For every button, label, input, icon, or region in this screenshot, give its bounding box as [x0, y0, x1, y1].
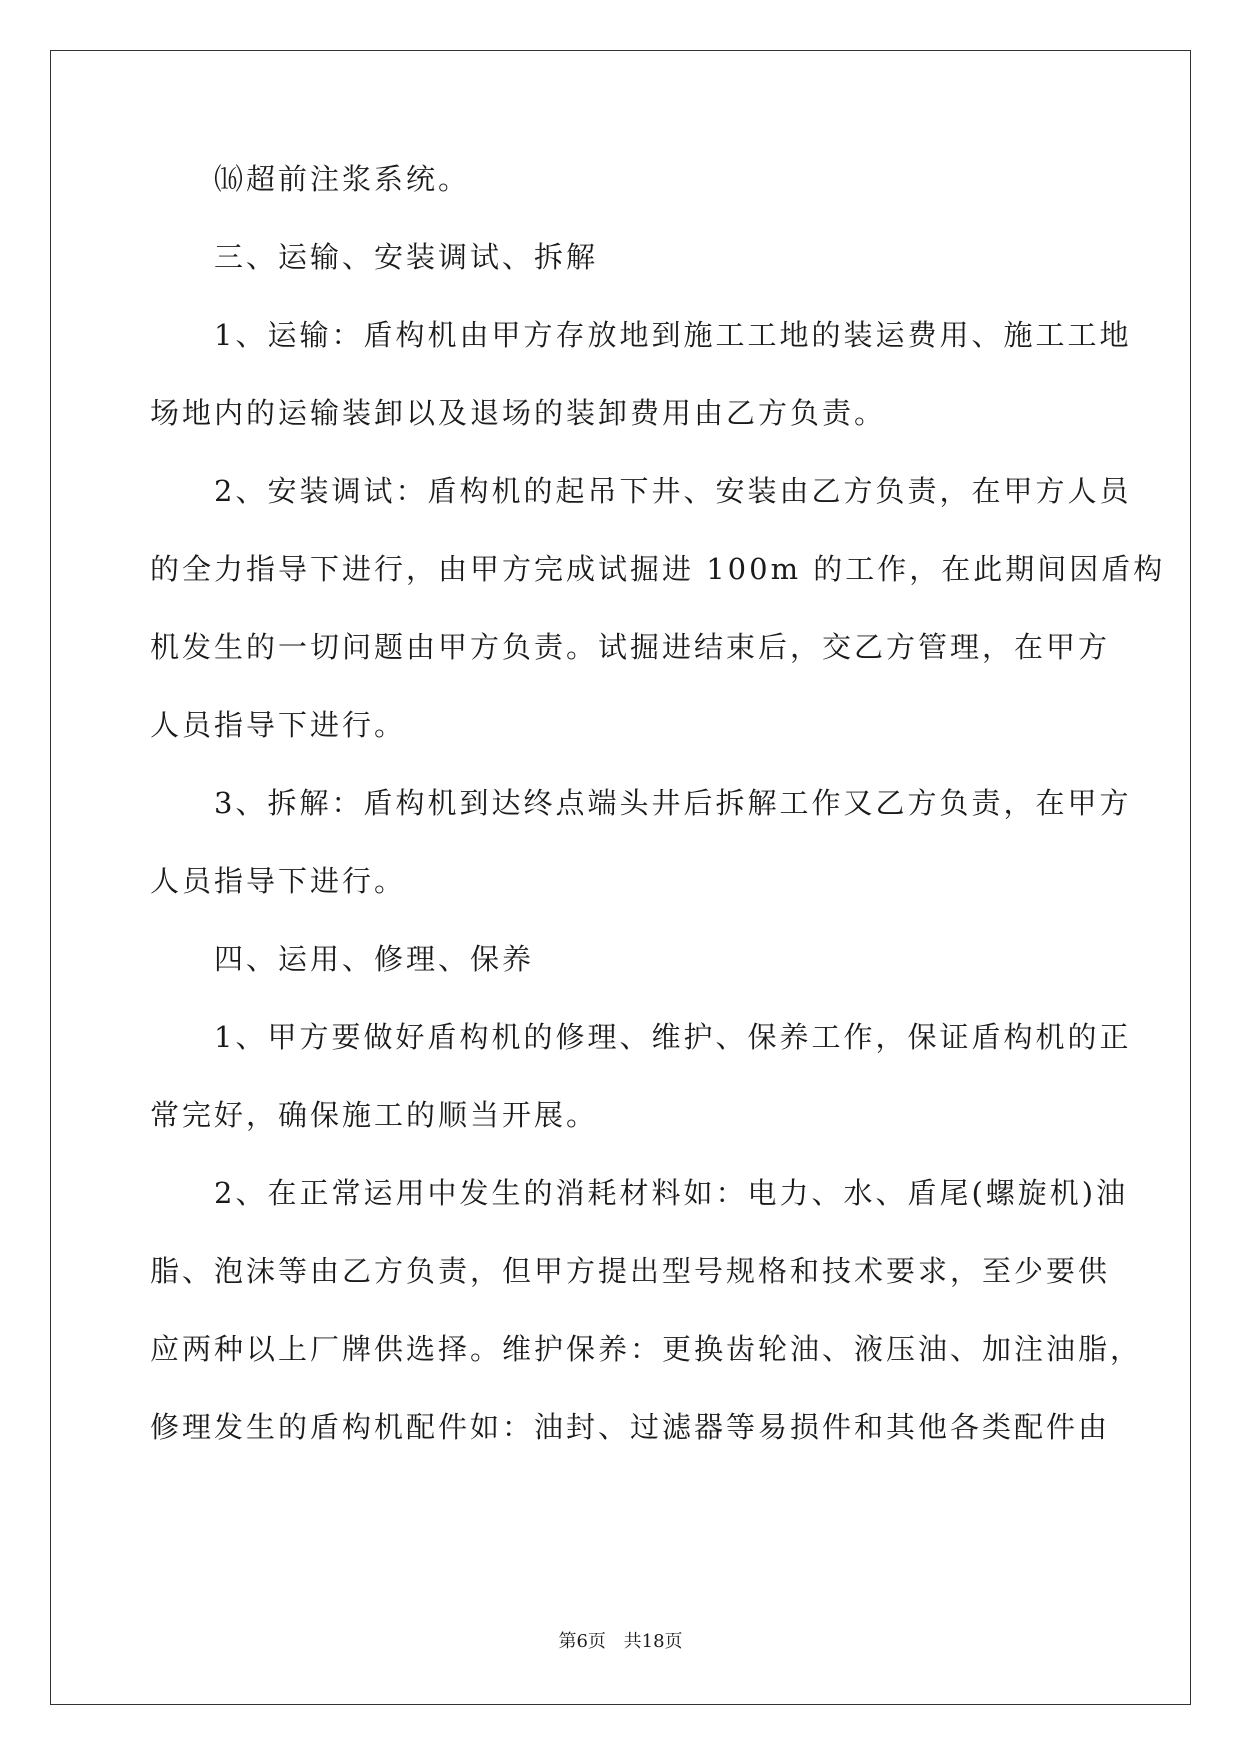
- line-15: 脂、泡沫等由乙方负责，但甲方提出型号规格和技术要求，至少要供: [150, 1254, 1111, 1288]
- line-12: 1、甲方要做好盾构机的修理、维护、保养工作，保证盾构机的正: [214, 1020, 1132, 1054]
- document-body: [150, 140, 1166, 1466]
- line-3: 1、运输：盾构机由甲方存放地到施工工地的装运费用、施工工地: [214, 318, 1132, 352]
- line-13: 常完好，确保施工的顺当开展。: [150, 1098, 599, 1132]
- line-16: 应两种以上厂牌供选择。维护保养：更换齿轮油、液压油、加注油脂，: [150, 1332, 1143, 1366]
- line-7: 机发生的一切问题由甲方负责。试掘进结束后，交乙方管理，在甲方: [150, 630, 1111, 664]
- line-5: 2、安装调试：盾构机的起吊下井、安装由乙方负责，在甲方人员: [214, 474, 1132, 508]
- page-footer: [0, 1630, 1241, 1654]
- line-1: ⒃超前注浆系统。: [214, 162, 471, 196]
- line-4: 场地内的运输装卸以及退场的装卸费用由乙方负责。: [150, 396, 887, 430]
- line-17: 修理发生的盾构机配件如：油封、过滤器等易损件和其他各类配件由: [150, 1410, 1111, 1444]
- page-number: 第6页: [558, 1631, 606, 1652]
- line-8: 人员指导下进行。: [150, 708, 407, 742]
- line-10: 人员指导下进行。: [150, 864, 407, 898]
- line-6: 的全力指导下进行，由甲方完成试掘进 100m 的工作，在此期间因盾构: [150, 552, 1166, 586]
- line-14: 2、在正常运用中发生的消耗材料如：电力、水、盾尾(螺旋机)油: [214, 1176, 1129, 1210]
- page-total: 共18页: [623, 1631, 683, 1652]
- line-9: 3、拆解：盾构机到达终点端头井后拆解工作又乙方负责，在甲方: [214, 786, 1132, 820]
- section-heading-3: 三、运输、安装调试、拆解: [214, 240, 599, 274]
- section-heading-4: 四、运用、修理、保养: [214, 942, 535, 976]
